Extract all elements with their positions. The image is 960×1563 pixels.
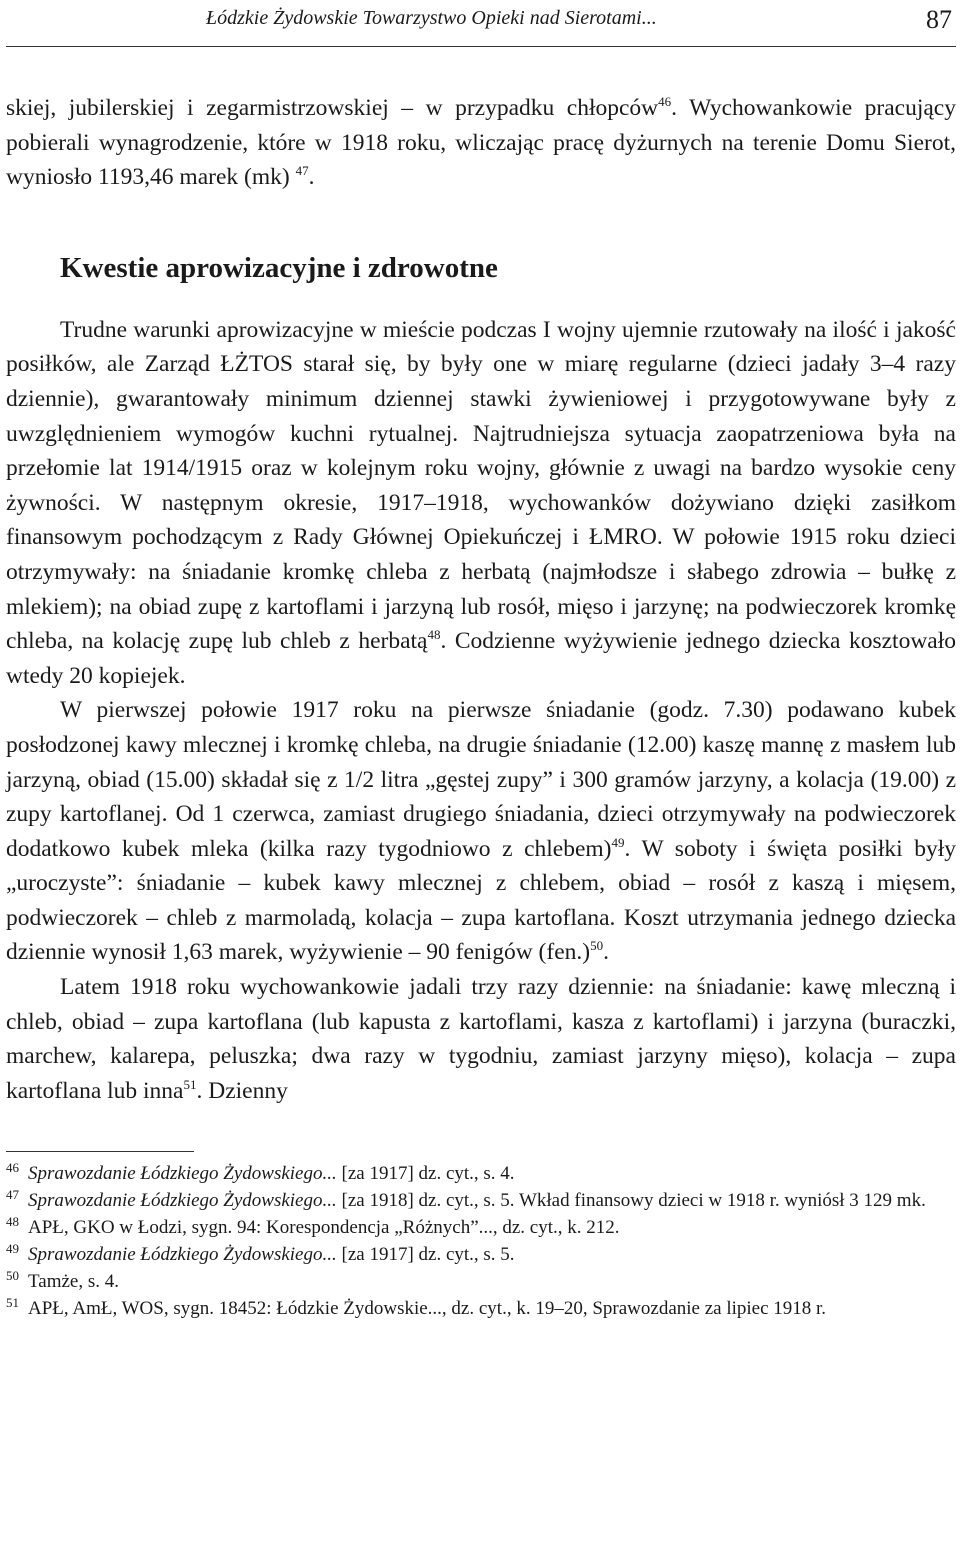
opening-text-b: . Wychowankowie pracujący pobierali wynagrodzenie, które w 1918 roku, wliczając pracę dyżurnych na terenie Domu Sierot, wyniosło 1193,46 marek (mk) bbox=[6, 95, 956, 191]
running-header bbox=[6, 0, 956, 47]
paragraph-1-text-b: . Codzienne wyżywienie jednego dziecka kosztowało wtedy 20 kopiejek. bbox=[6, 628, 956, 689]
footnote-47: 47 Sprawozdanie Łódzkiego Żydowskiego... [za 1918] dz. cyt., s. 5. Wkład finansowy dzieci w 1918 r. wyniósł 3 129 mk. bbox=[6, 1187, 926, 1212]
footnote-title: Sprawozdanie Łódzkiego Żydowskiego... bbox=[28, 1163, 337, 1185]
opening-text-c: . bbox=[308, 164, 315, 191]
footnote-ref-47[interactable]: 47 bbox=[295, 163, 309, 179]
paragraph-3-text-b: . Dzienny bbox=[196, 1077, 288, 1104]
footnote-50: 50 Tamże, s. 4. bbox=[6, 1268, 120, 1293]
opening-paragraph bbox=[6, 91, 956, 195]
paragraph-2-text-a: W pierwszej połowie 1917 roku na pierwsze śniadanie (godz. 7.30) podawano kubek posłodzonej kawy mlecznej i kromkę chleba, na drugie śniadanie (12.00) kaszę mannę z masłem lub jarzyną, obiad (15.00) składał się z 1/2 litra „gęstej zupy” i 300 gramów jarzyny, a kolacja (19.00) z zupy kartoflanej. Od 1 czerwca, zamiast drugiego śniadania, dzieci otrzymywały na podwieczorek dodatkowo kubek mleka (kilka razy tygodniowo z chlebem) bbox=[6, 697, 956, 862]
footnote-46: 46 Sprawozdanie Łódzkiego Żydowskiego... [za 1917] dz. cyt., s. 4. bbox=[6, 1160, 515, 1185]
paragraph-2-text-c: . bbox=[603, 939, 609, 966]
paragraph-3-text-a: Latem 1918 roku wychowankowie jadali trzy razy dziennie: na śniadanie: kawę mleczną i chleb, obiad – zupa kartoflana (lub kapusta z kartoflami, kasza z kartoflami) i jarzyna (buraczki, marchew, kalarepa, peluszka; dwa razy w tygodniu, zamiast jarzyny mięso), kolacja – zupa kartoflana lub inna bbox=[6, 974, 956, 1104]
section-title: Kwestie aprowizacyjne i zdrowotne bbox=[60, 251, 498, 284]
footnotes bbox=[6, 1160, 956, 1322]
footnote-text: [za 1918] dz. cyt., s. 5. Wkład finansowy dzieci w 1918 r. wyniósł 3 129 mk. bbox=[336, 1190, 926, 1212]
paragraph-2 bbox=[6, 693, 956, 970]
page-number: 87 bbox=[926, 5, 952, 34]
footnote-ref-50[interactable]: 50 bbox=[590, 938, 604, 954]
page bbox=[6, 0, 956, 1322]
footnote-title: Sprawozdanie Łódzkiego Żydowskiego... bbox=[28, 1244, 337, 1266]
footnote-ref-49[interactable]: 49 bbox=[611, 834, 625, 850]
paragraph-1-text-a: Trudne warunki aprowizacyjne w mieście podczas I wojny ujemnie rzutowały na ilość i jakość posiłków, ale Zarząd ŁŻTOS starał się, by były one w miarę regularne (dzieci jadały 3–4 razy dziennie), gwarantowały minimum dziennej stawki żywieniowej i przygotowywane były z uwzględnieniem wymogów kuchni rytualnej. Najtrudniejsza sytuacja zaopatrzeniowa była na przełomie lat 1914/1915 oraz w kolejnym roku wojny, głównie z uwagi na bardzo wysokie ceny żywności. W następnym okresie, 1917–1918, wychowanków dożywiano dzięki zasiłkom finansowym pochodzącym z Rady Głównej Opiekuńczej i ŁMRO. W połowie 1915 roku dzieci otrzymywały: na śniadanie kromkę chleba z herbatą (najmłodsze i słabego zdrowia – bułkę z mlekiem); na obiad zupę z kartoflami i jarzyną lub rosół, mięso i jarzynę; na podwieczorek kromkę chleba, na kolację zupę lub chleb z herbatą bbox=[6, 316, 956, 655]
footnote-ref-48[interactable]: 48 bbox=[427, 627, 441, 643]
footnote-51: 51 APŁ, AmŁ, WOS, sygn. 18452: Łódzkie Żydowskie..., dz. cyt., k. 19–20, Sprawozdanie za lipiec 1918 r. bbox=[6, 1295, 827, 1320]
paragraph-2-text-b: . W soboty i święta posiłki były „uroczyste”: śniadanie – kubek kawy mlecznej z chlebem, obiad – rosół z kaszą i mięsem, podwieczorek – chleb z marmoladą, kolacja – zupa kartoflana. Koszt utrzymania jednego dziecka dziennie wynosił 1,63 marek, wyżywienie – 90 fenigów (fen.) bbox=[6, 835, 956, 966]
opening-text-a: skiej, jubilerskiej i zegarmistrzowskiej – w przypadku chłopców bbox=[6, 95, 659, 121]
footnote-text: Tamże, s. 4. bbox=[28, 1271, 120, 1293]
footnote-text: APŁ, AmŁ, WOS, sygn. 18452: Łódzkie Żydowskie..., dz. cyt., k. 19–20, Sprawozdanie za lipiec 1918 r. bbox=[28, 1298, 827, 1320]
footnote-separator bbox=[6, 1151, 194, 1152]
footnote-text: APŁ, GKO w Łodzi, sygn. 94: Korespondencja „Różnych”..., dz. cyt., k. 212. bbox=[28, 1217, 620, 1239]
footnote-48: 48 APŁ, GKO w Łodzi, sygn. 94: Korespondencja „Różnych”..., dz. cyt., k. 212. bbox=[6, 1214, 620, 1239]
footnote-49: 49 Sprawozdanie Łódzkiego Żydowskiego... [za 1917] dz. cyt., s. 5. bbox=[6, 1241, 515, 1266]
footnote-ref-46[interactable]: 46 bbox=[658, 94, 672, 110]
paragraph-3 bbox=[6, 970, 956, 1108]
footnote-ref-51[interactable]: 51 bbox=[183, 1077, 197, 1093]
footnote-text: [za 1917] dz. cyt., s. 4. bbox=[336, 1163, 515, 1185]
running-title: Łódzkie Żydowskie Towarzystwo Opieki nad Sierotami... bbox=[206, 7, 657, 29]
paragraph-1 bbox=[6, 313, 956, 694]
footnote-text: [za 1917] dz. cyt., s. 5. bbox=[336, 1244, 515, 1266]
footnote-title: Sprawozdanie Łódzkiego Żydowskiego... bbox=[28, 1190, 337, 1212]
